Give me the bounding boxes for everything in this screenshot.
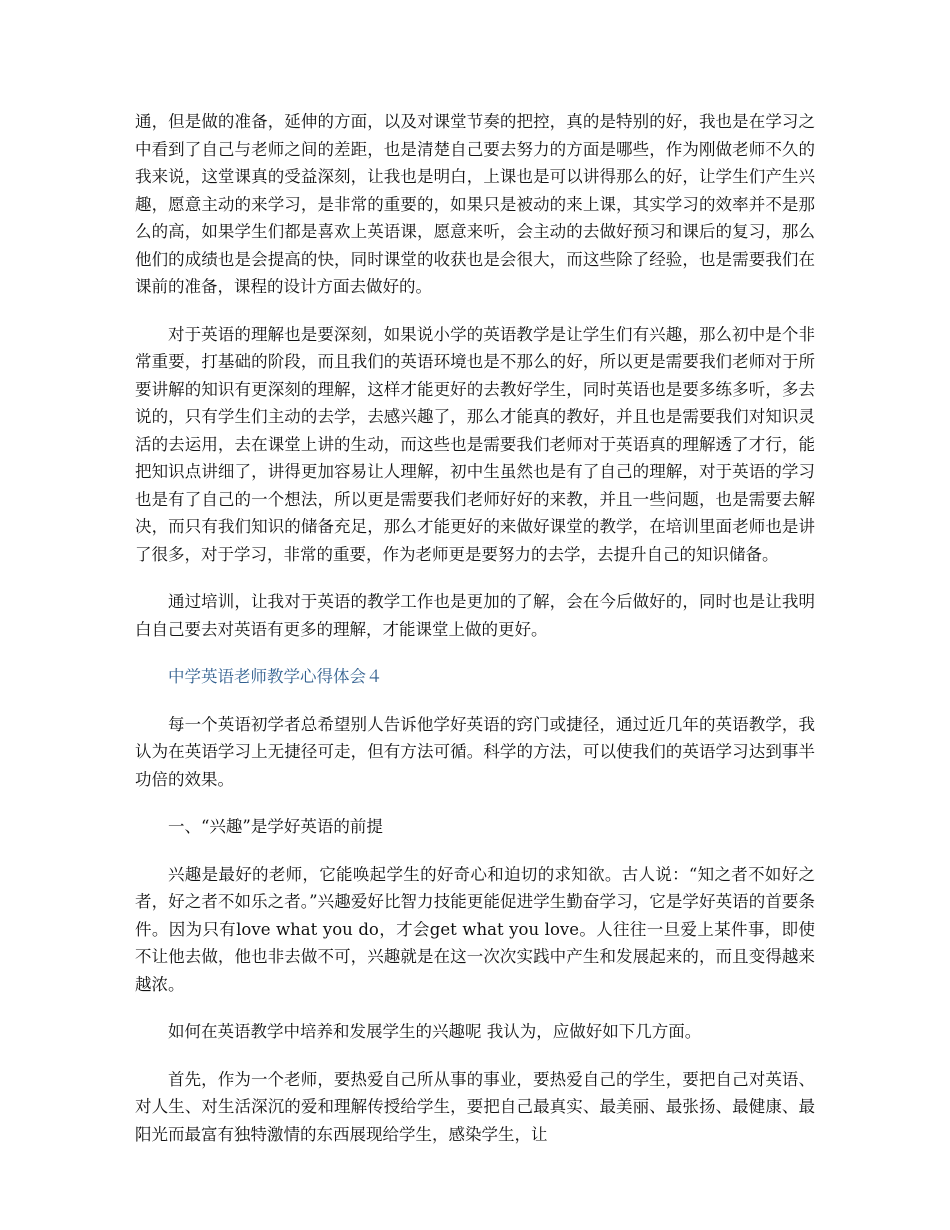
subheading-interest: 一、“兴趣”是学好英语的前提 (168, 817, 383, 836)
section-heading: 中学英语老师教学心得体会４ (168, 667, 383, 686)
paragraph-6: 如何在英语教学中培养和发展学生的兴趣呢 我认为，应做好如下几方面。 (168, 1022, 702, 1041)
paragraph-3: 通过培训，让我对于英语的教学工作也是更加的了解，会在今后做好的，同时也是让我明白自己要去对英语有更多的理解，才能课堂上做的更好。 (135, 592, 815, 639)
paragraph-2: 对于英语的理解也是要深刻，如果说小学的英语教学是让学生们有兴趣，那么初中是个非常重要，打基础的阶段，而且我们的英语环境也是不那么的好，所以更是需要我们老师对于所要讲解的知识有更深刻的理解，这样才能更好的去教好学生，同时英语也是要多练多听，多去说的，只有学生们主动的去学，去感兴趣了，那么才能真的教好，并且也是需要我们对知识灵活的去运用，去在课堂上讲的生动，而这些也是需要我们老师对于英语真的理解透了才行，能把知识点讲细了，讲得更加容易让人理解，初中生虽然也是有了自己的理解，对于英语的学习也是有了自己的一个想法，所以更是需要我们老师好好的来教，并且一些问题，也是需要去解决，而只有我们知识的储备充足，那么才能更好的来做好课堂的教学，在培训里面老师也是讲了很多，对于学习，非常的重要，作为老师更是要努力的去学，去提升自己的知识储备。 (135, 324, 815, 564)
paragraph-7: 首先，作为一个老师，要热爱自己所从事的事业，要热爱自己的学生，要把自己对英语、对人生、对生活深沉的爱和理解传授给学生，要把自己最真实、最美丽、最张扬、最健康、最阳光而最富有独特激情的东西展现给学生，感染学生，让 (135, 1069, 815, 1144)
paragraph-4: 每一个英语初学者总希望别人告诉他学好英语的窍门或捷径，通过近几年的英语教学，我认为在英语学习上无捷径可走，但有方法可循。科学的方法，可以使我们的英语学习达到事半功倍的效果。 (135, 714, 815, 789)
document-body (135, 108, 815, 1168)
paragraph-1: 通，但是做的准备，延伸的方面，以及对课堂节奏的把控，真的是特别的好，我也是在学习之中看到了自己与老师之间的差距，也是清楚自己要去努力的方面是哪些，作为刚做老师不久的我来说，这堂课真的受益深刻，让我也是明白，上课也是可以讲得那么的好，让学生们产生兴趣，愿意主动的来学习，是非常的重要的，如果只是被动的来上课，其实学习的效率并不是那么的高，如果学生们都是喜欢上英语课，愿意来听，会主动的去做好预习和课后的复习，那么他们的成绩也是会提高的快，同时课堂的收获也是会很大，而这些除了经验，也是需要我们在课前的准备，课程的设计方面去做好的。 (135, 112, 815, 296)
paragraph-5: 兴趣是最好的老师，它能唤起学生的好奇心和迫切的求知欲。古人说：“知之者不如好之者，好之者不如乐之者。”兴趣爱好比智力技能更能促进学生勤奋学习，它是学好英语的首要条件。因为只有love what you do，才会get what you love。人往往一旦爱上某件事，即使不让他去做，他也非去做不可，兴趣就是在这一次次实践中产生和发展起来的，而且变得越来越浓。 (135, 864, 815, 994)
